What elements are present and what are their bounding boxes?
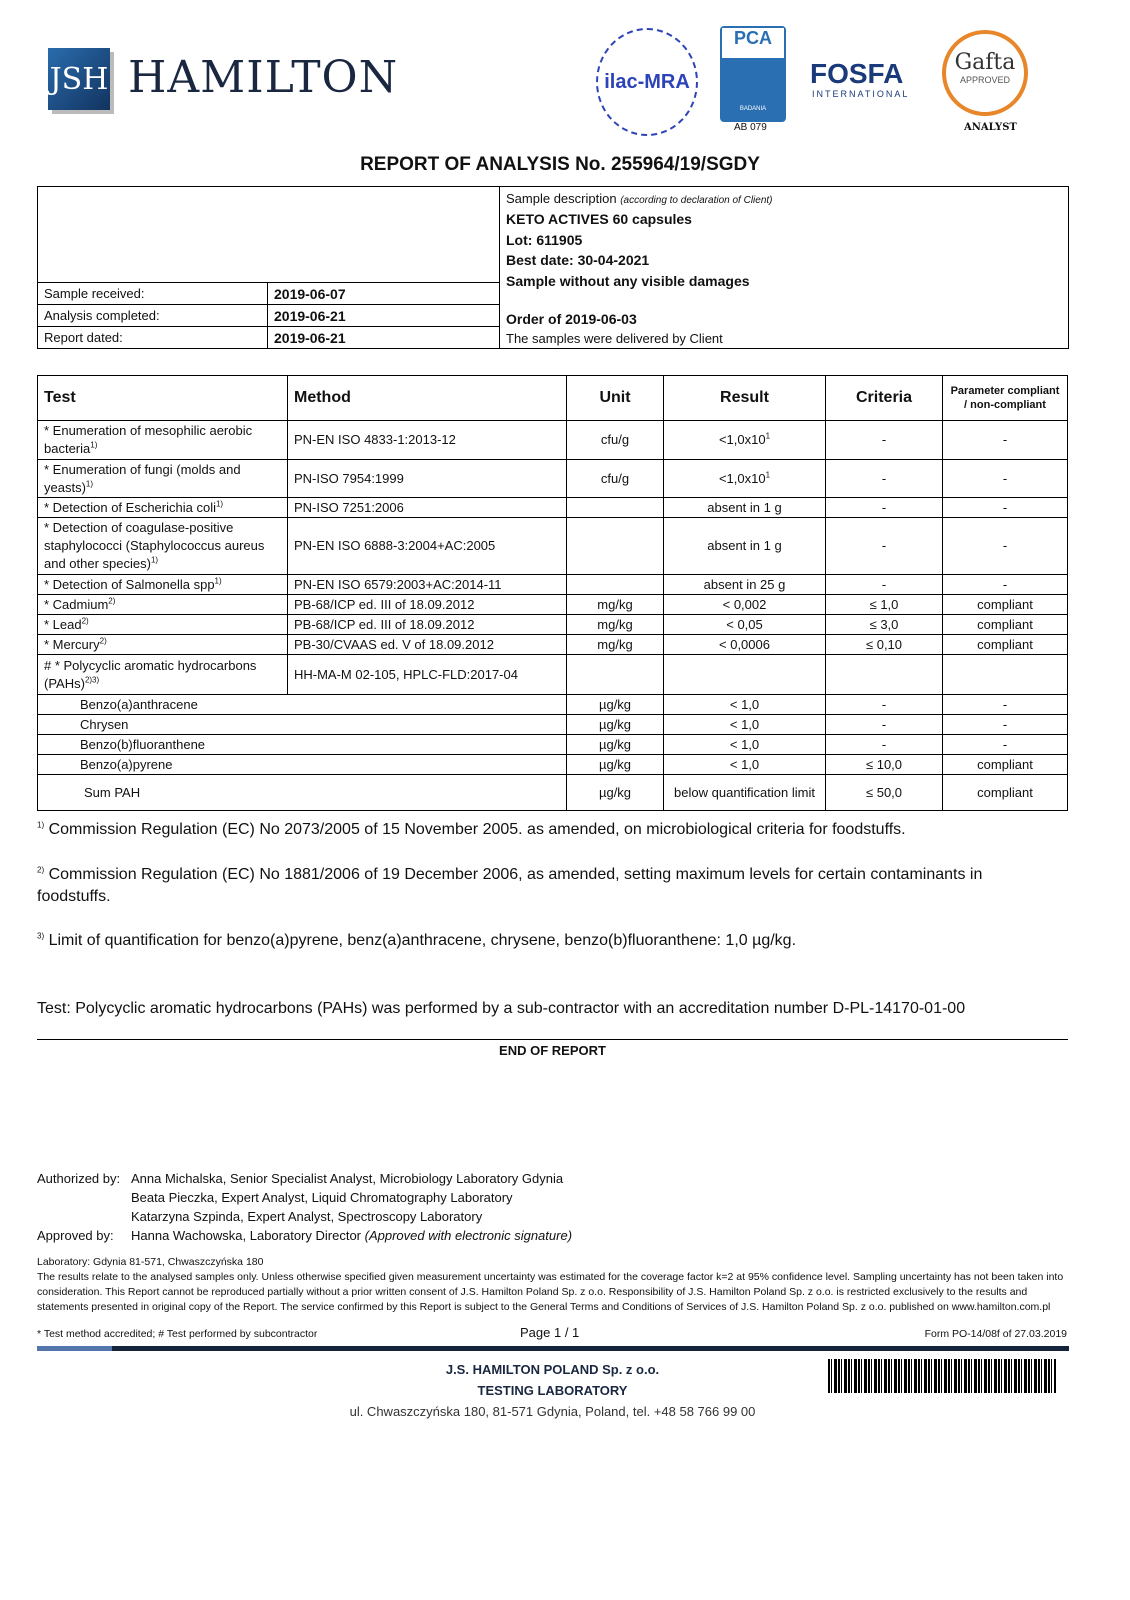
footnote-text: Commission Regulation (EC) No 2073/2005 of 15 November 2005. as amended, on microbiological criteria for foodstuffs.: [48, 821, 906, 838]
sample-description: [506, 189, 773, 211]
test-text: * Detection of coagulase-positive staphylococci (Staphylococcus aureus and other species): [44, 520, 265, 571]
page-number: Page 1 / 1: [520, 1325, 580, 1340]
fosfa-logo: FOSFA: [810, 58, 904, 89]
footer-info: [37, 1359, 1069, 1422]
test-text: * Mercury: [44, 636, 100, 652]
compliance: compliant: [943, 755, 1068, 775]
result: [664, 421, 826, 460]
result: [664, 635, 826, 655]
test-text: * Enumeration of fungi (molds and yeasts): [44, 461, 241, 495]
disclaimer: The results relate to the analysed samples only. Unless otherwise specified given measurement uncertainty was estimated for the coverage factor k=2 at 95% confidence level. Sampling uncertainty has not been taken into consideration. This Report cannot be reproduced partially without a prior written consent of J.S. Hamilton Poland Sp. z o.o. Responsibility of J.S. Hamilton Poland Sp. z o.o. is restricted exclusively to the results and statements presented in original copy of the Report. The service confirmed by this Report is subject to the General Terms and Conditions of Services of J.S. Hamilton Poland Sp. z o.o. published on www.hamilton.com.pl: [37, 1271, 1064, 1313]
method: HH-MA-M 02-105, HPLC-FLD:2017-04: [288, 655, 567, 695]
criteria: ≤ 3,0: [826, 615, 943, 635]
divider: [37, 1039, 1068, 1040]
gafta-text: Gafta: [954, 50, 1016, 75]
compliance: -: [943, 518, 1068, 575]
col-test: Test: [38, 376, 288, 421]
report-title: REPORT OF ANALYSIS No. 255964/19/SGDY: [360, 154, 760, 175]
sample-label: Sample description: [506, 191, 617, 206]
footnote-marker: 3): [37, 931, 45, 941]
method: PB-68/ICP ed. III of 18.09.2012: [288, 615, 567, 635]
test-text: * Lead: [44, 616, 82, 632]
unit: mg/kg: [567, 635, 664, 655]
table-subrow: [38, 755, 1068, 775]
compliance: -: [943, 421, 1068, 460]
footnote-marker: 1): [37, 820, 45, 830]
table-row: [38, 518, 1068, 575]
pca-logo: [720, 26, 786, 122]
criteria: [826, 655, 943, 695]
end-of-report: END OF REPORT: [499, 1043, 606, 1058]
footnote-marker: 2): [37, 865, 45, 875]
compliance: [943, 655, 1068, 695]
footnote: [37, 864, 1057, 908]
compliance: compliant: [943, 595, 1068, 615]
exponent: 1: [765, 470, 771, 480]
pah-name: Benzo(b)fluoranthene: [38, 735, 567, 755]
date-value: 2019-06-21: [274, 330, 346, 346]
pah-name: Sum PAH: [38, 775, 567, 811]
result: < 1,0: [664, 715, 826, 735]
footnote-ref: 2)3): [84, 675, 100, 685]
test-name: [38, 655, 288, 695]
test-text: # * Polycyclic aromatic hydrocarbons (PAHs): [44, 657, 257, 691]
test-name: [38, 635, 288, 655]
footer-company: J.S. HAMILTON POLAND Sp. z o.o.: [445, 1362, 660, 1377]
criteria: -: [826, 460, 943, 498]
footnote-text: Commission Regulation (EC) No 1881/2006 of 19 December 2006, as amended, setting maximum levels for certain contaminants in foodstuffs.: [37, 866, 983, 905]
compliance: compliant: [943, 615, 1068, 635]
table-row: [38, 421, 1068, 460]
compliance: compliant: [943, 635, 1068, 655]
criteria: ≤ 0,10: [826, 635, 943, 655]
order: Order of 2019-06-03: [506, 311, 637, 327]
pah-name: Chrysen: [38, 715, 567, 735]
method: PN-EN ISO 6888-3:2004+AC:2005: [288, 518, 567, 575]
footer-address: ul. Chwaszczyńska 180, 81-571 Gdynia, Poland, tel. +48 58 766 99 00: [349, 1404, 756, 1419]
col-result: Result: [664, 376, 826, 421]
unit: [567, 575, 664, 595]
legend: * Test method accredited; # Test performed by subcontractor: [37, 1328, 318, 1340]
table-row: [38, 595, 1068, 615]
compliance: -: [943, 715, 1068, 735]
compliance: -: [943, 735, 1068, 755]
date-label: Analysis completed:: [44, 308, 160, 323]
table-subrow: [38, 775, 1068, 811]
page-info-row: [37, 1325, 1069, 1343]
gafta-logo: [942, 30, 1028, 116]
result: < 1,0: [664, 755, 826, 775]
table-row: [38, 460, 1068, 498]
criteria: -: [826, 715, 943, 735]
criteria: -: [826, 518, 943, 575]
compliance: -: [943, 575, 1068, 595]
result-text: < 0,05: [726, 616, 763, 632]
pca-sub: BADANIA: [722, 58, 784, 120]
pah-name: Benzo(a)anthracene: [38, 695, 567, 715]
col-criteria: Criteria: [826, 376, 943, 421]
date-value: 2019-06-21: [274, 308, 346, 324]
result: [664, 655, 826, 695]
report-body: [37, 375, 1068, 1059]
col-compliance: Parameter compliant / non-compliant: [943, 376, 1068, 421]
test-text: * Enumeration of mesophilic aerobic bacteria: [44, 423, 253, 456]
approved-by: Hanna Wachowska, Laboratory Director: [131, 1228, 362, 1243]
test-name: [38, 575, 288, 595]
result-text: absent in 25 g: [703, 576, 786, 592]
result: below quantification limit: [664, 775, 826, 811]
table-row: [38, 575, 1068, 595]
result: < 1,0: [664, 695, 826, 715]
result: [664, 575, 826, 595]
method: PB-30/CVAAS ed. V of 18.09.2012: [288, 635, 567, 655]
compliance: -: [943, 695, 1068, 715]
result: [664, 498, 826, 518]
result-text: < 0,002: [722, 596, 767, 612]
footnote-ref: 1): [214, 576, 222, 586]
unit: µg/kg: [567, 755, 664, 775]
info-box: [37, 186, 1069, 349]
test-name: [38, 460, 288, 498]
result-text: absent in 1 g: [707, 499, 782, 515]
table-header: [38, 376, 1068, 421]
unit: mg/kg: [567, 595, 664, 615]
laboratory: Laboratory: Gdynia 81-571, Chwaszczyńska 180: [37, 1256, 264, 1268]
result: [664, 460, 826, 498]
barcode: [828, 1359, 1056, 1393]
authorized-person: Katarzyna Szpinda, Expert Analyst, Spectroscopy Laboratory: [131, 1209, 483, 1224]
test-name: [38, 421, 288, 460]
unit: µg/kg: [567, 695, 664, 715]
test-name: [38, 498, 288, 518]
sample-note: (according to declaration of Client): [620, 195, 773, 206]
test-name: [38, 595, 288, 615]
gafta-sub: APPROVED: [959, 75, 1010, 85]
table-row: [38, 635, 1068, 655]
criteria: ≤ 1,0: [826, 595, 943, 615]
result-text: <1,0x10: [718, 432, 766, 447]
compliance: -: [943, 460, 1068, 498]
unit: [567, 655, 664, 695]
unit: mg/kg: [567, 615, 664, 635]
footnote-text: Limit of quantification for benzo(a)pyrene, benz(a)anthracene, chrysene, benzo(b)fluoranthene: 1,0 µg/kg.: [48, 932, 797, 949]
criteria: ≤ 50,0: [826, 775, 943, 811]
gafta-label: ANALYST: [964, 122, 1017, 133]
table-subrow: [38, 735, 1068, 755]
table-row: [38, 498, 1068, 518]
criteria: ≤ 10,0: [826, 755, 943, 775]
criteria: -: [826, 421, 943, 460]
form-number: Form PO-14/08f of 27.03.2019: [924, 1328, 1067, 1340]
footnote: [37, 930, 1057, 952]
criteria: -: [826, 695, 943, 715]
footnote: [37, 819, 1057, 841]
footnote-ref: 2): [99, 636, 107, 646]
approved-label: Approved by:: [37, 1228, 114, 1243]
method: PB-68/ICP ed. III of 18.09.2012: [288, 595, 567, 615]
unit: µg/kg: [567, 735, 664, 755]
compliance: -: [943, 498, 1068, 518]
date-label: Report dated:: [44, 330, 123, 345]
footer-bar-main: [112, 1346, 1069, 1351]
sample-line: Sample without any visible damages: [506, 272, 750, 289]
footnote-ref: 2): [81, 616, 89, 626]
test-text: * Detection of Escherichia coli: [44, 499, 216, 515]
test-text: * Cadmium: [44, 596, 109, 612]
authorized-person: Anna Michalska, Senior Specialist Analyst, Microbiology Laboratory Gdynia: [131, 1171, 564, 1186]
subcontractor-note: Test: Polycyclic aromatic hydrocarbons (PAHs) was performed by a sub-contractor with an accreditation number D-PL-14170-01-00: [37, 1000, 966, 1017]
authorized-person: Beata Pieczka, Expert Analyst, Liquid Chromatography Laboratory: [131, 1190, 513, 1205]
col-unit: Unit: [567, 376, 664, 421]
criteria: -: [826, 575, 943, 595]
unit: µg/kg: [567, 715, 664, 735]
sample-line: Best date: 30-04-2021: [506, 252, 650, 268]
pca-number: AB 079: [734, 122, 767, 133]
test-name: [38, 615, 288, 635]
table-row: [38, 655, 1068, 695]
footer-bar: [37, 1346, 1069, 1351]
date-value: 2019-06-07: [274, 286, 346, 302]
criteria: -: [826, 735, 943, 755]
signatures: [37, 1169, 1069, 1245]
date-label: Sample received:: [44, 286, 145, 301]
unit: cfu/g: [567, 460, 664, 498]
footer-lab: TESTING LABORATORY: [477, 1383, 628, 1398]
pah-name: Benzo(a)pyrene: [38, 755, 567, 775]
method: PN-EN ISO 6579:2003+AC:2014-11: [288, 575, 567, 595]
footnote-ref: 1): [150, 555, 159, 565]
table-subrow: [38, 715, 1068, 735]
footer-bar-accent: [37, 1346, 112, 1351]
test-name: [38, 518, 288, 575]
sample-line: KETO ACTIVES 60 capsules: [506, 211, 692, 227]
fosfa-sub: INTERNATIONAL: [812, 89, 910, 99]
test-text: * Detection of Salmonella spp: [44, 576, 215, 592]
result: < 1,0: [664, 735, 826, 755]
criteria: -: [826, 498, 943, 518]
footnote-ref: 1): [85, 479, 94, 489]
report-footer: [37, 1169, 1069, 1422]
approved-note: (Approved with electronic signature): [364, 1228, 573, 1243]
result: [664, 595, 826, 615]
authorized-label: Authorized by:: [37, 1171, 121, 1186]
footnote-ref: 1): [90, 440, 98, 450]
col-method: Method: [288, 376, 567, 421]
sample-line: Lot: 611905: [506, 231, 583, 248]
result-text: <1,0x10: [718, 470, 766, 486]
table-row: [38, 615, 1068, 635]
delivery: The samples were delivered by Client: [506, 331, 723, 346]
method: PN-ISO 7954:1999: [288, 460, 567, 498]
results-table: [37, 375, 1068, 811]
ilac-mra-logo: ilac-MRA: [596, 28, 698, 136]
result-text: < 0,0006: [719, 636, 770, 652]
result: [664, 518, 826, 575]
footnote-ref: 2): [108, 596, 116, 606]
result-text: absent in 1 g: [707, 538, 782, 553]
table-subrow: [38, 695, 1068, 715]
method: PN-ISO 7251:2006: [288, 498, 567, 518]
result: [664, 615, 826, 635]
exponent: 1: [765, 431, 771, 441]
unit: µg/kg: [567, 775, 664, 811]
unit: [567, 498, 664, 518]
pca-text: PCA: [722, 28, 784, 58]
unit: cfu/g: [567, 421, 664, 460]
method: PN-EN ISO 4833-1:2013-12: [288, 421, 567, 460]
hamilton-logo-text: HAMILTON: [128, 52, 399, 103]
compliance: compliant: [943, 775, 1068, 811]
hamilton-logo-mark: JSH: [48, 48, 110, 110]
footnote-ref: 1): [215, 499, 224, 509]
unit: [567, 518, 664, 575]
